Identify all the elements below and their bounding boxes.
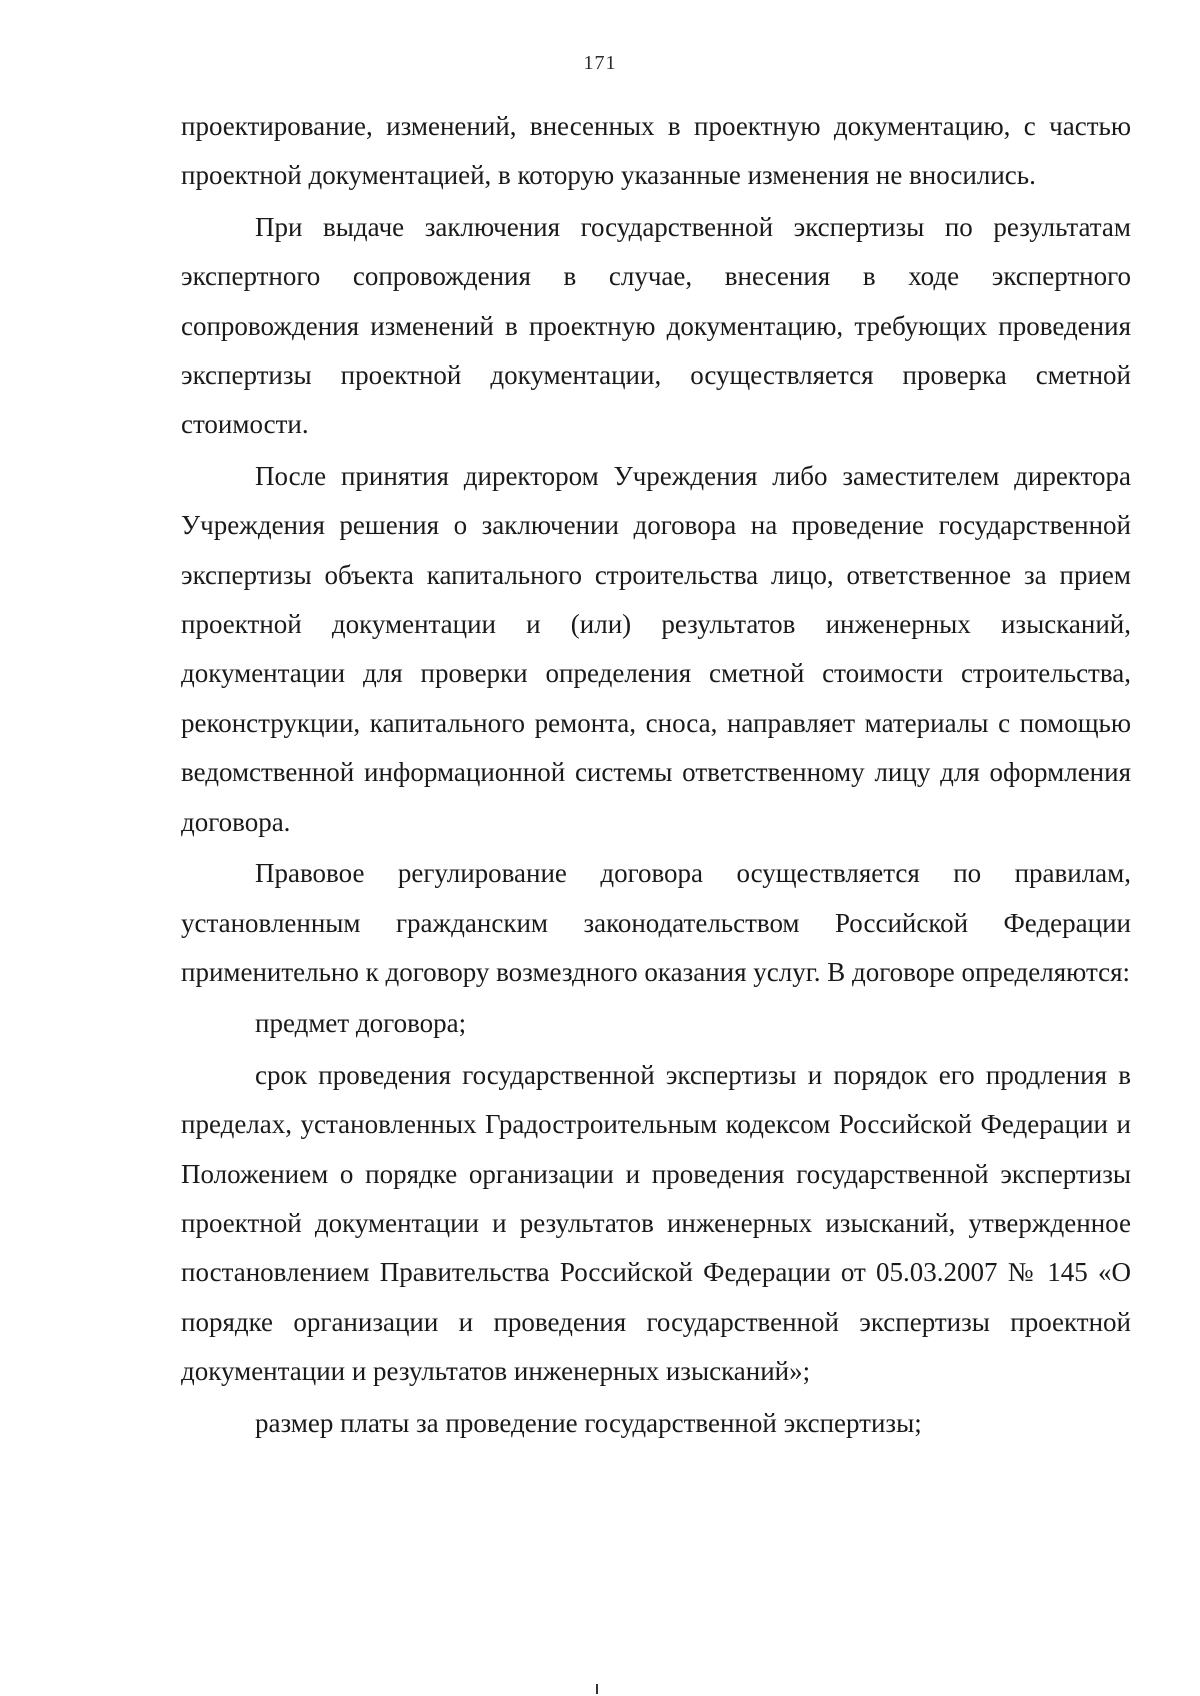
list-item-fee: размер платы за проведение государственной экспертизы; [255, 1407, 922, 1438]
list-item-subject: предмет договора; [255, 1008, 467, 1039]
paragraph-contract-decision: После принятия директором Учреждения либо заместителем директора Учреждения решения о заключении договора на проведение государственной экспертизы объекта капитального строительства лицо, ответственное за прием проектной документации и (или) результатов инженерных изысканий, документации для проверки определения сметной стоимости строительства, реконструкции, капитального ремонта, сноса, направляет материалы с помощью ведомственной информационной системы ответственному лицу для оформления договора. [181, 460, 1131, 837]
list-item-term: срок проведения государственной экспертизы и порядок его продления в пределах, установленных Градостроительным кодексом Российской Федерации и Положением о порядке организации и проведения государственной экспертизы проектной документации и результатов инженерных изысканий, утвержденное постановлением Правительства Российской Федерации от 05.03.2007 № 145 «О порядке организации и проведения государственной экспертизы проектной документации и результатов инженерных изысканий»; [181, 1059, 1131, 1387]
paragraph-legal-regulation: Правовое регулирование договора осуществляется по правилам, установленным гражданским законодательством Российской Федерации применительно к договору возмездного оказания услуг. В договоре определяются: [181, 858, 1131, 987]
page-number: 171 [583, 52, 617, 74]
paragraph-expert-conclusion: При выдаче заключения государственной экспертизы по результатам экспертного сопровождения в случае, внесения в ходе экспертного сопровождения изменений в проектную документацию, требующих проведения экспертизы проектной документации, осуществляется проверка сметной стоимости. [181, 211, 1131, 440]
paragraph-continuation: проектирование, изменений, внесенных в проектную документацию, с частью проектной документацией, в которую указанные изменения не вносились. [181, 111, 1131, 191]
document-body [181, 102, 1131, 1448]
scan-mark [596, 1684, 598, 1694]
